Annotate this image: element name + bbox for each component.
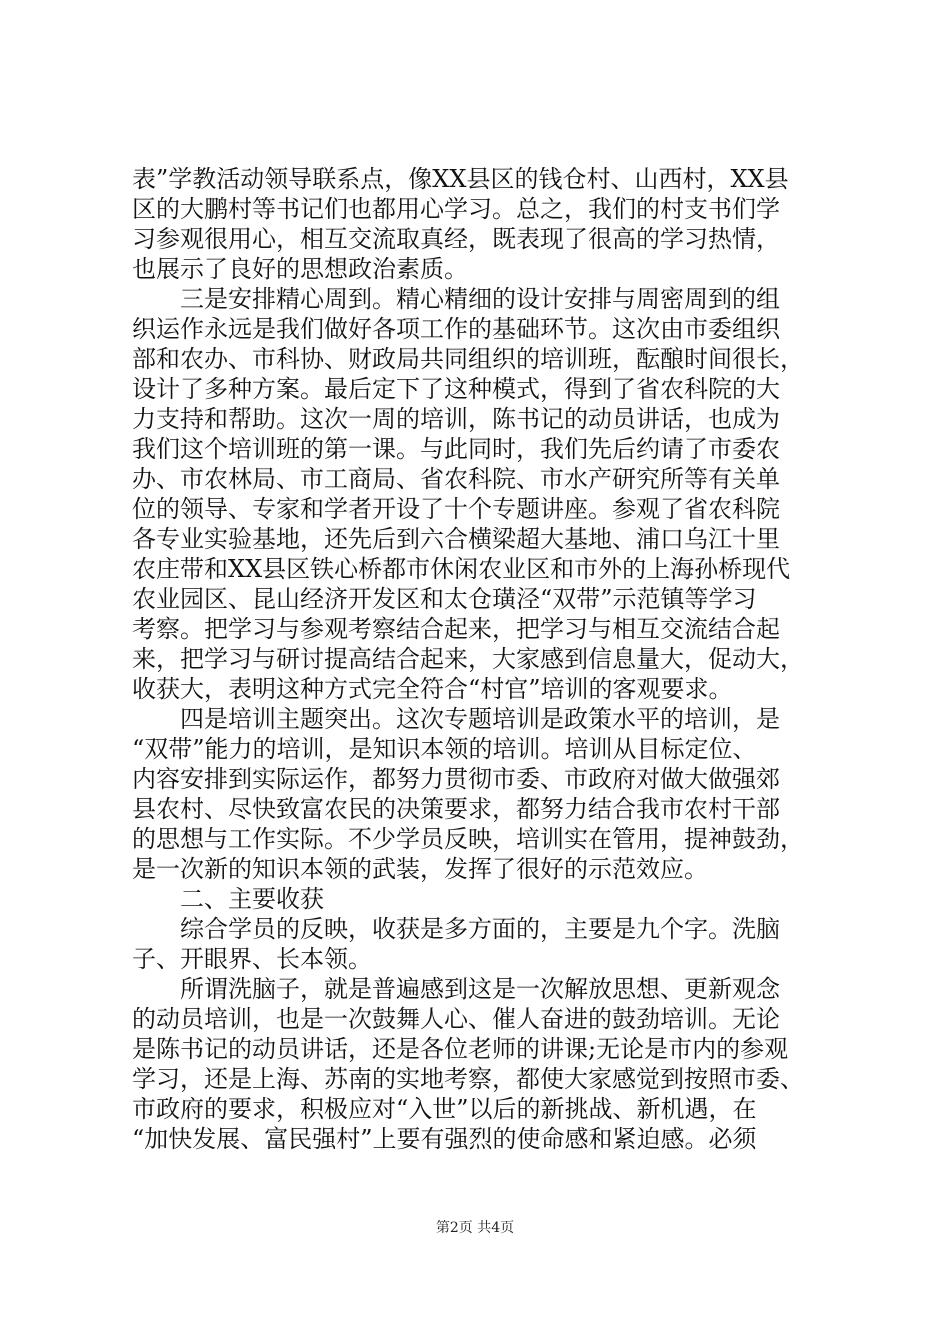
- text-line: 也展示了良好的思想政治素质。: [132, 255, 468, 283]
- text-line: 考察。把学习与参观考察结合起来，把学习与相互交流结合起: [132, 615, 780, 643]
- text-line: “加快发展、富民强村”上要有强烈的使命感和紧迫感。必须: [132, 1125, 757, 1153]
- text-line: 县农村、尽快致富农民的决策要求，都努力结合我市农村干部: [132, 795, 780, 823]
- text-line: 的动员培训，也是一次鼓舞人心、催人奋进的鼓劲培训。无论: [132, 1005, 780, 1033]
- text-line: 是一次新的知识本领的武装，发挥了很好的示范效应。: [132, 855, 708, 883]
- text-line: 所谓洗脑子，就是普遍感到这是一次解放思想、更新观念: [132, 975, 780, 1003]
- text-line: 内容安排到实际运作，都努力贯彻市委、市政府对做大做强郊: [132, 765, 780, 793]
- text-line: 综合学员的反映，收获是多方面的，主要是九个字。洗脑: [132, 915, 780, 943]
- text-line: 习参观很用心，相互交流取真经，既表现了很高的学习热情，: [132, 225, 780, 253]
- text-line: 来，把学习与研讨提高结合起来，大家感到信息量大，促动大，: [132, 645, 804, 673]
- text-line: 各专业实验基地，还先后到六合横梁超大基地、浦口乌江十里: [132, 525, 780, 553]
- text-line: 表”学教活动领导联系点，像XX县区的钱仓村、山西村，XX县: [132, 165, 789, 193]
- page-number-footer: 第2页 共4页: [435, 1220, 515, 1236]
- text-line: 位的领导、专家和学者开设了十个专题讲座。参观了省农科院: [132, 495, 780, 523]
- text-line: 学习，还是上海、苏南的实地考察，都使大家感觉到按照市委、: [132, 1065, 804, 1093]
- text-line: 子、开眼界、长本领。: [132, 945, 372, 973]
- section-heading: 二、主要收获: [132, 885, 324, 913]
- text-line: 区的大鹏村等书记们也都用心学习。总之，我们的村支书们学: [132, 195, 780, 223]
- text-line: 是陈书记的动员讲话，还是各位老师的讲课;无论是市内的参观: [132, 1035, 789, 1063]
- text-line: 部和农办、市科协、财政局共同组织的培训班，酝酿时间很长，: [132, 345, 804, 373]
- text-line: 织运作永远是我们做好各项工作的基础环节。这次由市委组织: [132, 315, 780, 343]
- text-line: 农庄带和XX县区铁心桥都市休闲农业区和市外的上海孙桥现代: [132, 555, 791, 583]
- text-line: “双带”能力的培训，是知识本领的培训。培训从目标定位、: [132, 735, 757, 763]
- text-line: 农业园区、昆山经济开发区和太仓璜泾“双带”示范镇等学习: [132, 585, 757, 613]
- text-line: 四是培训主题突出。这次专题培训是政策水平的培训，是: [132, 705, 780, 733]
- text-line: 收获大，表明这种方式完全符合“村官”培训的客观要求。: [132, 675, 733, 703]
- body-text: [132, 164, 832, 1154]
- text-line: 力支持和帮助。这次一周的培训，陈书记的动员讲话，也成为: [132, 405, 780, 433]
- text-line: 设计了多种方案。最后定下了这种模式，得到了省农科院的大: [132, 375, 780, 403]
- text-line: 我们这个培训班的第一课。与此同时，我们先后约请了市委农: [132, 435, 780, 463]
- text-line: 的思想与工作实际。不少学员反映，培训实在管用，提神鼓劲，: [132, 825, 804, 853]
- text-line: 办、市农林局、市工商局、省农科院、市水产研究所等有关单: [132, 465, 780, 493]
- text-line: 三是安排精心周到。精心精细的设计安排与周密周到的组: [132, 285, 780, 313]
- text-line: 市政府的要求，积极应对“入世”以后的新挑战、新机遇，在: [132, 1095, 757, 1123]
